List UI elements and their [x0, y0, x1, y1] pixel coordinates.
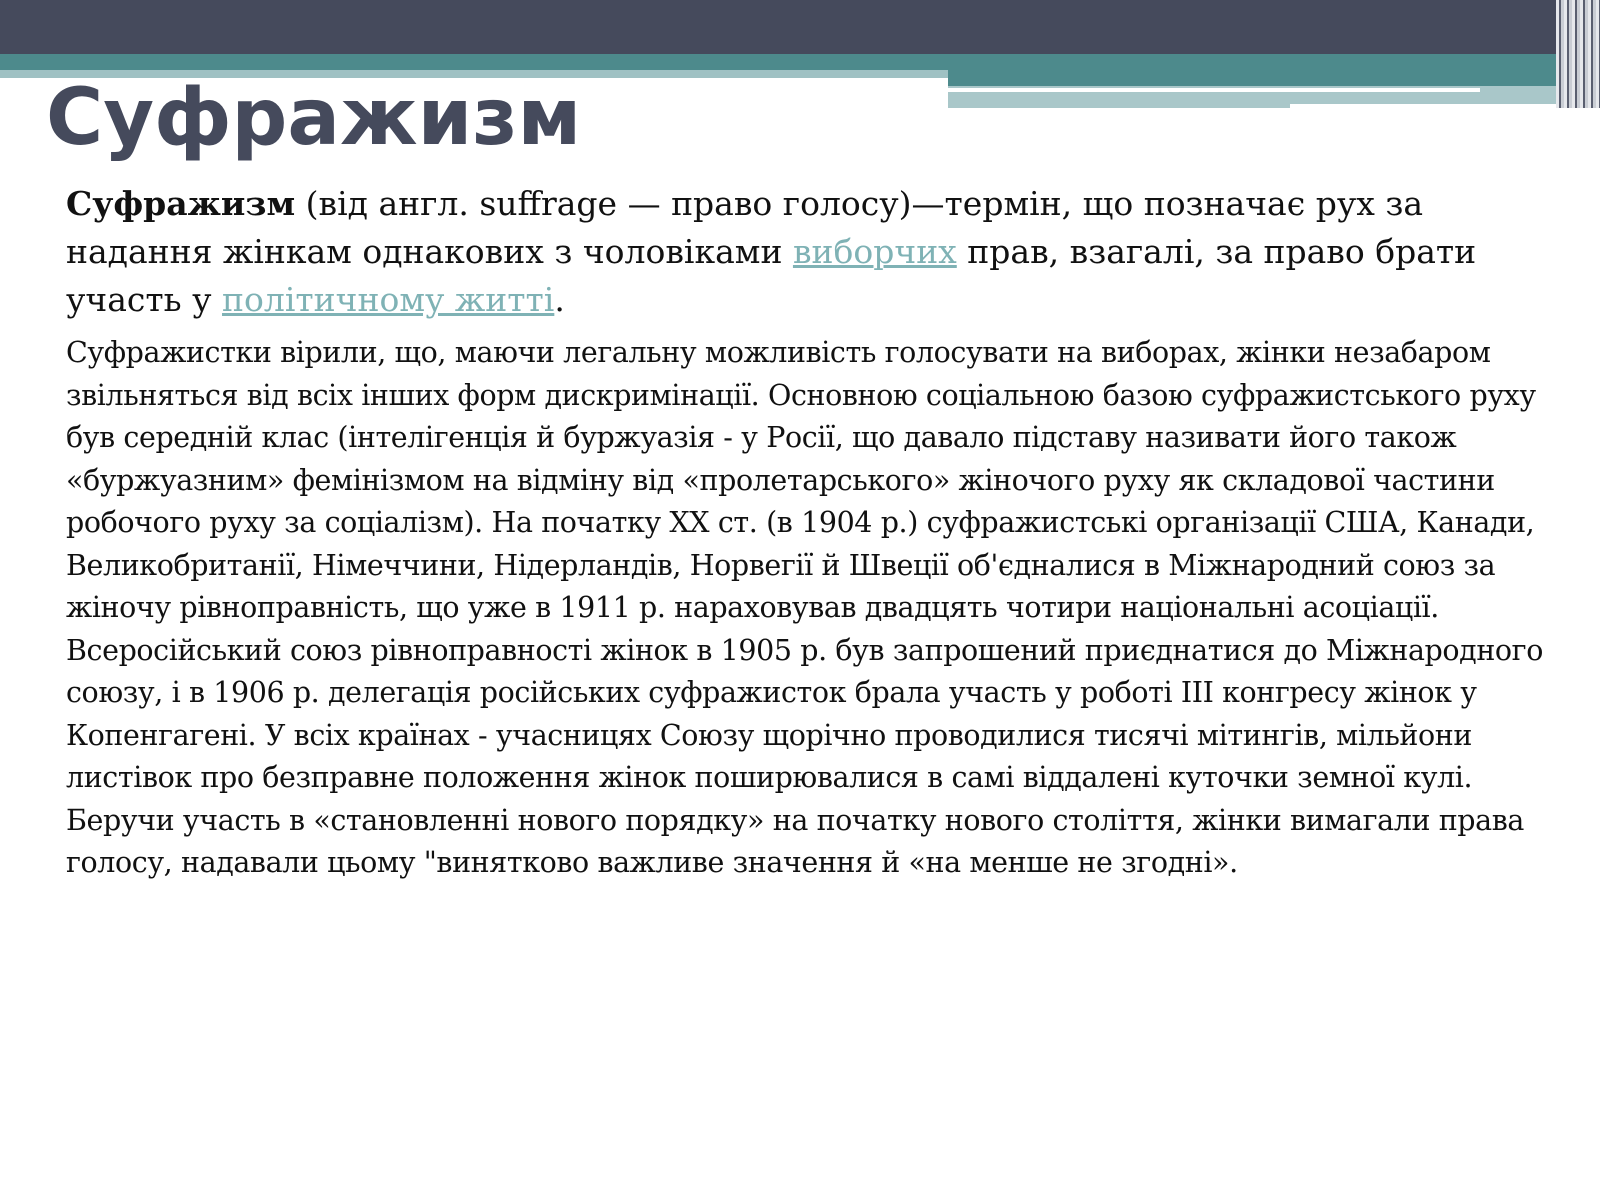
header-divider-line-short — [1290, 104, 1568, 108]
header-band-teal-right — [948, 70, 1568, 86]
definition-paragraph — [66, 180, 1556, 324]
link-politychnomu-zhytti[interactable]: політичному житті — [222, 280, 555, 319]
body-paragraph: Суфражистки вірили, що, маючи легальну можливість голосувати на виборах, жінки незабаром звільняться від всіх інших форм дискримінації. Основною соціальною базою суфражистського руху був середній клас (інтелігенція й буржуазія - у Росії, що давало підставу називати його також «буржуазним» фемінізмом на відміну від «пролетарського» жіночого руху як складової частини робочого руху за соціалізм). На початку XX ст. (в 1904 р.) суфражистські організації США, Канади, Великобританії, Німеччини, Нідерландів, Норвегії й Швеції об'єдналися в Міжнародний союз за жіночу рівноправність, що уже в 1911 р. нараховував двадцять чотири національні асоціації. Всеросійський союз рівноправності жінок в 1905 р. був запрошений приєднатися до Міжнародного союзу, і в 1906 р. делегація російських суфражисток брала участь у роботі III конгресу жінок у Копенгагені. У всіх країнах - учасницях Союзу щорічно проводилися тисячі мітингів, мільйони листівок про безправне положення жінок поширювалися в самі віддалені куточки земної кулі. Беручи участь в «становленні нового порядку» на початку нового століття, жінки вимагали права голосу, надавали цьому "винятково важливе значення й «на менше не згодні». — [66, 336, 1543, 879]
definition-text-part1: (від англ. suffrage — право голосу)—термін, що позначає рух за надання жінкам однакових з чоловіками — [66, 184, 1424, 271]
definition-text-part3: . — [554, 280, 565, 319]
header-band-dark — [0, 0, 1600, 54]
definition-term: Суфражизм — [66, 184, 296, 223]
slide-title: Суфражизм — [46, 73, 582, 163]
slide-content — [66, 180, 1556, 885]
definition-text-part2: прав, взагалі, за право брати участь у — [66, 232, 1477, 319]
corner-stripes-decoration — [1556, 0, 1600, 108]
header-divider-line — [948, 88, 1480, 92]
link-vyborchykh[interactable]: виборчих — [792, 232, 957, 271]
